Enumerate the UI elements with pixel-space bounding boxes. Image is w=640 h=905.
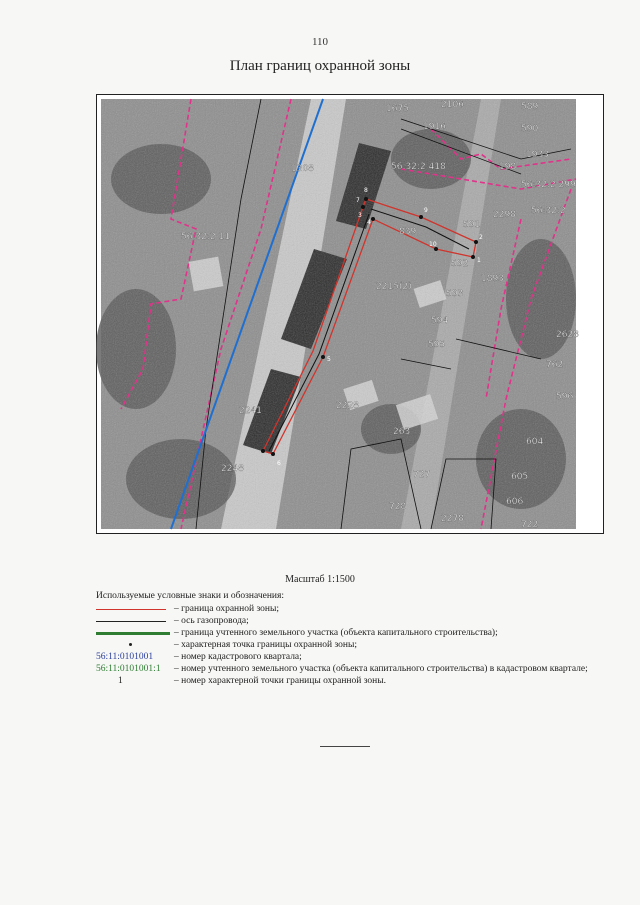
green-line-symbol (96, 632, 170, 635)
map-label: 728 (389, 502, 407, 512)
map-label: 2298 (493, 210, 516, 220)
map-label: 198 (499, 162, 517, 172)
legend-item-point: – характерная точка границы охранной зоны; (96, 639, 596, 651)
map-label: 1308 (291, 164, 314, 174)
quarter-number-symbol: 56:11:0101001 (96, 652, 154, 662)
legend-heading: Используемые условные знаки и обозначения: (96, 591, 285, 601)
map-label: 2248 (221, 464, 244, 474)
map-label: 727 (413, 470, 431, 480)
legend-item-parcel-boundary: – граница учтенного земельного участка (объекта капитального строительства); (96, 627, 596, 639)
parcel-number-symbol: 56:11:0101001:1 (96, 664, 161, 674)
legend-item-point-number: 1 – номер характерной точки границы охранной зоны. (118, 676, 386, 686)
legend-item-zone-boundary: – граница охранной зоны; (96, 603, 596, 615)
map-label: 56:32:2 (531, 206, 566, 216)
map-label: 722 (521, 520, 539, 530)
aerial-map (101, 99, 579, 530)
legend-item-parcel-number: 56:11:0101001:1 – номер учтенного земельного участка (объекта капитального строительства) в кадастровом квартале; (96, 664, 588, 674)
map-label: 595 (428, 340, 446, 350)
map-label: 762 (546, 360, 564, 370)
map-label: 592 (451, 259, 469, 269)
map-label: 263 (393, 427, 411, 437)
map-label: 2278 (441, 514, 464, 524)
map-label: 56:32:2 11 (181, 232, 231, 242)
legend-item-gas-axis: – ось газопровода; (96, 615, 596, 627)
map-point-number: 2 (479, 234, 483, 241)
map-label: 590 (521, 124, 539, 134)
map-point-number: 4 (367, 219, 371, 226)
legend (96, 590, 596, 687)
dot-symbol (129, 643, 132, 646)
map-point-number: 8 (364, 187, 368, 194)
map-label: 2215(2) (376, 282, 412, 292)
map-point-number: 10 (429, 241, 437, 248)
map-label: 56:32:2 299 (521, 180, 576, 190)
footer-rule (320, 746, 370, 747)
map-point-number: 6 (277, 460, 281, 467)
map-label: 594 (431, 316, 449, 326)
map-point-number: 5 (327, 356, 331, 363)
map-label: 2228 (336, 401, 359, 411)
map-point-number: 3 (358, 212, 362, 219)
map-label: 606 (506, 497, 524, 507)
map-label: 56:32:2 418 (391, 162, 446, 172)
map-scale: Масштаб 1:1500 (285, 574, 355, 585)
map-label: 1893 (481, 274, 504, 284)
map-point-number: 1 (477, 257, 481, 264)
map-label: 589 (521, 102, 539, 112)
red-line-symbol (96, 609, 166, 610)
page-title: План границ охранной зоны (229, 58, 411, 74)
map-frame (96, 94, 604, 534)
map-label: 596 (556, 392, 574, 402)
map-label: 839 (399, 227, 417, 237)
map-label: 591 (463, 220, 481, 230)
map-point-number: 7 (356, 197, 360, 204)
map-label: 605 (511, 472, 529, 482)
map-point-number: 9 (424, 207, 428, 214)
black-line-symbol (96, 621, 166, 622)
map-label: 593 (446, 289, 464, 299)
map-label: 2241 (239, 406, 262, 416)
map-label: 1675 (386, 104, 409, 114)
legend-item-quarter-number: 56:11:0101001 – номер кадастрового квартала; (96, 652, 302, 662)
point-number-symbol: 1 (118, 676, 123, 686)
map-label: 2106 (441, 100, 464, 110)
map-label: 1916 (423, 122, 446, 132)
map-label: 2628 (556, 330, 579, 340)
page-number: 110 (311, 36, 329, 48)
map-label: 1933 (526, 150, 549, 160)
map-label: 604 (526, 437, 544, 447)
